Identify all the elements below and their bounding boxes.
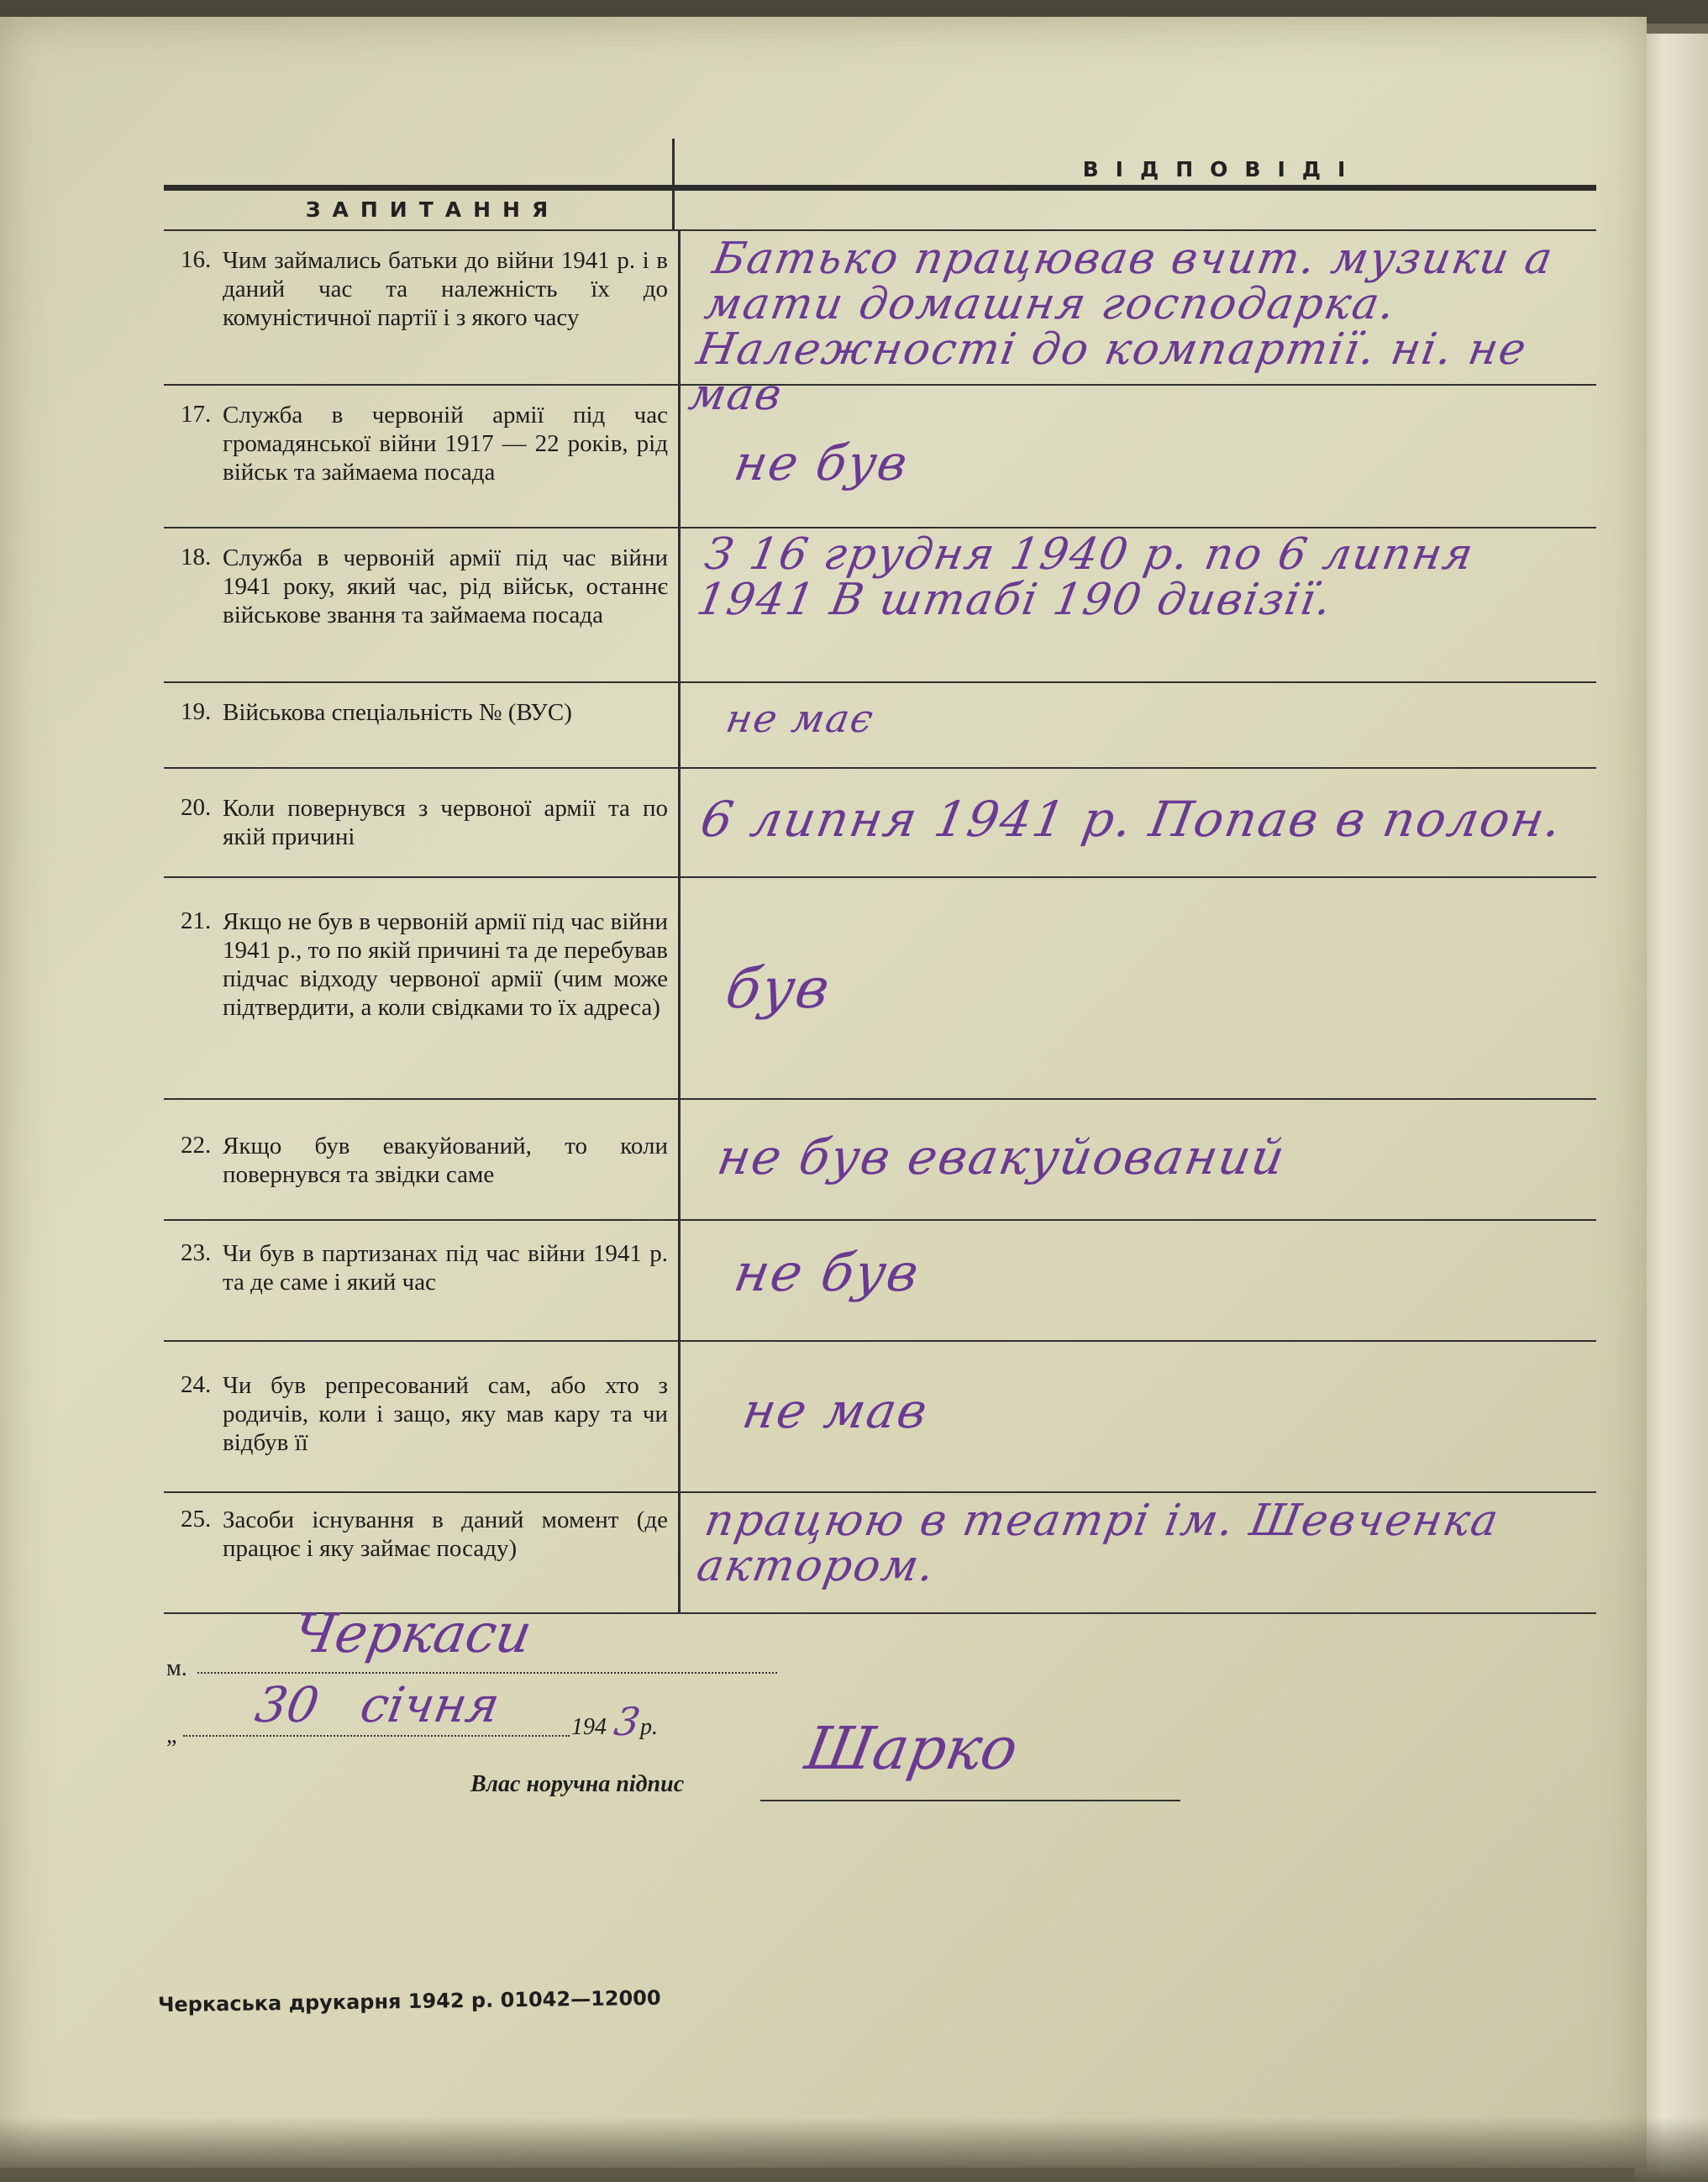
question-row-22: [164, 1100, 1596, 1221]
handwritten-answer: не був: [730, 434, 913, 492]
date-month: січня: [356, 1676, 504, 1733]
question-row-23: [164, 1221, 1596, 1342]
date-open-quote: „: [166, 1722, 177, 1748]
question-row-21: [164, 878, 1596, 1100]
question-row-24: [164, 1342, 1596, 1493]
question-text: Засоби існування в даний момент (де працює і яку займає посаду): [223, 1506, 668, 1562]
signature-label: Влас норучна підпис: [470, 1771, 685, 1797]
question-text: Чи був в партизанах під час війни 1941 р. та де саме і який час: [223, 1240, 668, 1296]
question-row-20: [164, 769, 1596, 878]
city-handwritten: Черкаси: [288, 1603, 537, 1665]
column-divider: [678, 1100, 681, 1219]
question-number: 24.: [181, 1371, 212, 1398]
column-divider: [678, 1342, 681, 1491]
question-text: Чим займались батьки до війни 1941 р. і в даний час та належність їх до комуністичної партії і з якого часу: [223, 247, 668, 331]
column-divider: [678, 231, 681, 384]
question-row-19: [164, 683, 1596, 769]
signature-line: [760, 1800, 1180, 1801]
handwritten-answer: не був евакуйований: [713, 1128, 1290, 1186]
handwritten-answer: не має: [723, 696, 879, 741]
answers-column-heading: ВІДПОВІДІ: [1082, 157, 1363, 181]
column-divider: [678, 769, 681, 876]
handwritten-answer: Батько працював вчит. музики а мати домашня господарка. Належності до компартії. ні. не мав: [685, 234, 1558, 420]
column-divider: [678, 528, 681, 681]
handwritten-answer: не мав: [738, 1382, 933, 1439]
question-text: Якщо не був в червоній армії під час війни 1941 р., то по якій причині та де перебував підчас відходу червоної армії (чим може підтвердити, а коли свідками то їх адреса): [223, 908, 668, 1021]
date-day: 30: [251, 1676, 323, 1733]
questions-column-heading: ЗАПИТАННЯ: [305, 197, 560, 222]
date-year-suffix: р.: [640, 1714, 658, 1740]
handwritten-answer: був: [721, 956, 836, 1021]
question-number: 18.: [181, 544, 212, 570]
question-text: Служба в червоній армії під час громадянської війни 1917 — 22 років, рід військ та займаема посада: [223, 402, 668, 486]
question-number: 16.: [181, 246, 212, 273]
column-divider: [678, 386, 681, 527]
printer-imprint: Черкаська друкарня 1942 р. 01042—12000: [157, 1985, 661, 2017]
handwritten-answer: З 16 грудня 1940 р. по 6 липня 1941 В штабі 190 дивізії.: [692, 529, 1479, 625]
date-year-handwritten: 3: [611, 1699, 644, 1744]
question-text: Якщо був евакуйований, то коли повернувся та звідки саме: [223, 1133, 668, 1188]
question-text: Служба в червоній армії під час війни 1941 року, який час, рід військ, останнє військове звання та займаема посада: [223, 544, 668, 628]
question-text: Військова спеціальність № (ВУС): [223, 699, 572, 726]
column-divider: [678, 878, 681, 1098]
handwritten-signature: Шарко: [800, 1714, 1023, 1783]
handwritten-answer: 6 липня 1941 р. Попав в полон.: [696, 791, 1568, 848]
handwritten-answer: працюю в театрі ім. Шевченка актором.: [692, 1496, 1504, 1591]
header-column-divider: [672, 139, 675, 231]
question-number: 17.: [181, 401, 212, 428]
date-line: [183, 1735, 570, 1737]
question-number: 22.: [181, 1132, 212, 1159]
question-number: 20.: [181, 794, 212, 821]
handwritten-answer: не був: [729, 1242, 925, 1303]
question-row-25: [164, 1493, 1596, 1614]
question-row-18: [164, 528, 1596, 683]
question-number: 21.: [181, 907, 212, 934]
question-number: 23.: [181, 1239, 212, 1266]
column-divider: [678, 683, 681, 767]
question-text: Коли повернувся з червоної армії та по якій причині: [223, 795, 668, 850]
table-header: [164, 139, 1596, 231]
column-divider: [678, 1221, 681, 1340]
header-thick-rule: [164, 185, 1596, 191]
question-number: 19.: [181, 698, 212, 725]
question-row-17: [164, 386, 1596, 528]
question-number: 25.: [181, 1506, 212, 1533]
question-text: Чи був репресований сам, або хто з родичів, коли і защо, яку мав кару та чи відбув її: [223, 1372, 668, 1456]
scan-bottom-edge: [0, 2117, 1708, 2182]
date-year-printed: 194: [571, 1714, 607, 1740]
column-divider: [678, 1493, 681, 1612]
city-line: [197, 1672, 777, 1674]
city-label: м.: [166, 1655, 187, 1681]
